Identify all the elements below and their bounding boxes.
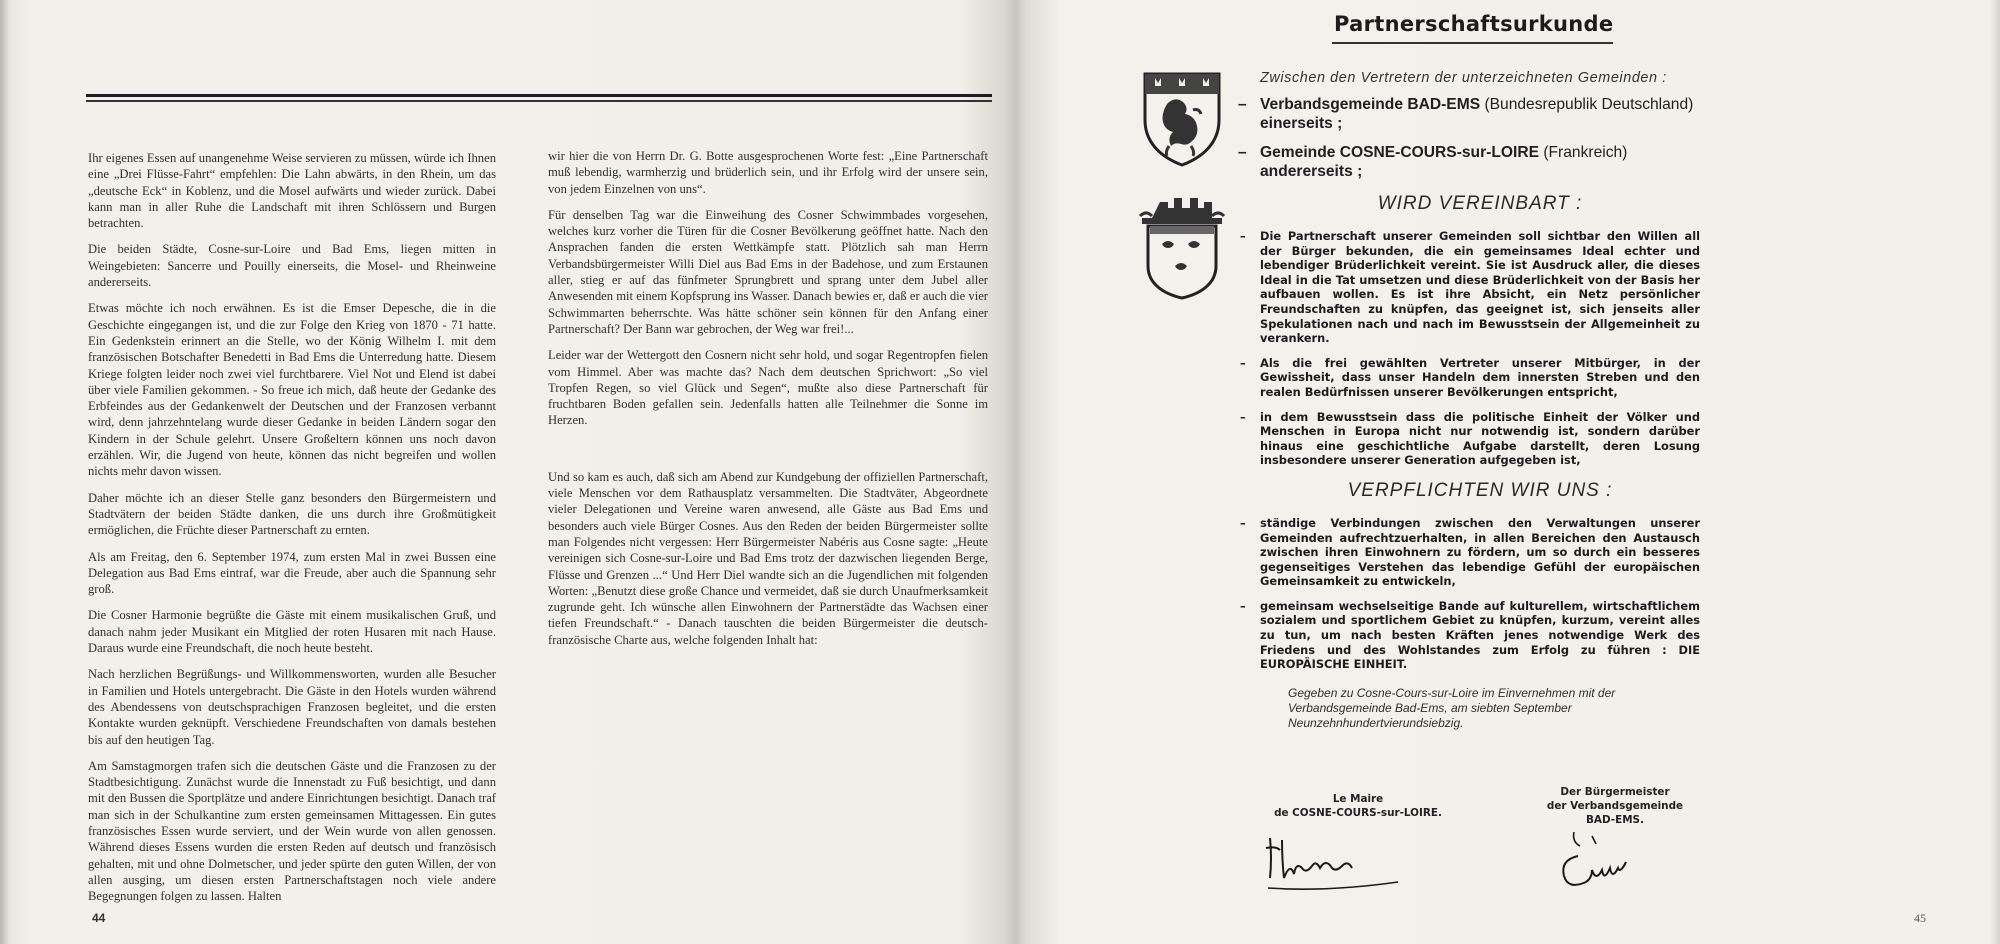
right-text-column bbox=[548, 148, 988, 658]
header-double-rule bbox=[86, 94, 992, 102]
paragraph: Nach herzlichen Begrüßungs- und Willkommensworten, wurden alle Besucher in Familien und Hotels untergebracht. Die Gäste in den Hotels wurden während des Abendessens von deutschsprachigen Franzosen begleitet, und die ersten Kontakte wurden geknüpft. Verschiedene Freundschaften von damals bestehen bis auf den heutigen Tag. bbox=[88, 667, 496, 747]
paragraph: Die beiden Städte, Cosne-sur-Loire und Bad Ems, liegen mitten in Weingebieten: Sancerre und Pouilly einerseits, die Mosel- und Rheinweine andererseits. bbox=[88, 242, 496, 290]
party-name: Verbandsgemeinde BAD-EMS bbox=[1260, 96, 1481, 113]
title-underline bbox=[1332, 42, 1613, 44]
signatory-town: de COSNE-COURS-sur-LOIRE. bbox=[1274, 807, 1442, 819]
paragraph: Etwas möchte ich noch erwähnen. Es ist die Emser Depesche, die in die Geschichte eingegangen ist, und die zur Folge den Krieg von 1870 - 71 hatte. Ein Gedenkstein erinnert an die Stelle, wo der König Wilhelm I. mit dem französischen Botschafter Benedetti in Bad Ems die Unterredung hatte. Diesem Kriege folgten leider noch zwei viel furchtbarere. Viel Not und Elend ist dabei über viele Familien gekommen. - So freue ich mich, daß heute der Gedanke des Erbfeindes aus der Gedankenwelt der Deutschen und der Franzosen verbannt wird, denn jahrzehntelang wurde dieser Gedanke in beiden Ländern sogar den Kindern in der Schule gelehrt. Unsere Großeltern können uns noch davon erzählen. Wir, die Jugend von heute, können das nicht begreifen und wollen nichts mehr davon wissen. bbox=[88, 301, 496, 479]
paragraph: Als am Freitag, den 6. September 1974, zum ersten Mal in zwei Bussen eine Delegation aus Bad Ems eintraf, war die Freude, aber auch die Spannung sehr groß. bbox=[88, 549, 496, 597]
charter-text bbox=[1238, 70, 1700, 731]
signature-mayor-bad-ems-icon bbox=[1552, 826, 1642, 896]
charter-item-text: in dem Bewusstsein dass die politische Einheit der Völker und Menschen in Europa nicht nur notwendig ist, sondern darüber hinaus eine geschichtliche Aufgabe darstellt, deren Losung insbesondere unserer Generation aufgegeben ist, bbox=[1260, 409, 1700, 468]
paragraph: Leider war der Wettergott den Cosnern nicht sehr hold, und sogar Regentropfen fielen vom Himmel. Aber was machte das? Nach dem deutschen Sprichwort: „So viel Tropfen Regen, so viel Glück und Segen“, mußte also diese Partnerschaft für fruchtbaren Boden gefallen sein. Jedenfalls hatten alle Teilnehmer die Sonne im Herzen. bbox=[548, 348, 988, 428]
bullet-dash: – bbox=[1238, 144, 1247, 161]
document-title: Partnerschaftsurkunde bbox=[1334, 12, 1614, 36]
heading-commit: VERPFLICHTEN WIR UNS : bbox=[1347, 479, 1613, 501]
signature-mayor-cosne-icon bbox=[1262, 818, 1412, 898]
charter-item bbox=[1238, 229, 1700, 346]
bullet-dash: – bbox=[1240, 598, 1246, 613]
party-name: Gemeinde COSNE-COURS-sur-LOIRE bbox=[1260, 144, 1539, 161]
party-cosne bbox=[1238, 143, 1700, 181]
bullet-dash: – bbox=[1240, 515, 1246, 530]
heading-agreed: WIRD VEREINBART : bbox=[1377, 193, 1583, 214]
charter-item-text: gemeinsam wechselseitige Bande auf kulturellem, wirtschaftlichem sozialem und sportlichem Gebiet zu knüpfen, kurzum, vereint alles zu tun, um nach besten Kräften jenes notwendige Werk des Friedens und des Wohlstandes zum Erfolg zu führen : DIE EUROPÄISCHE EINHEIT. bbox=[1260, 598, 1700, 672]
bullet-dash: – bbox=[1240, 355, 1246, 370]
charter-item bbox=[1238, 410, 1700, 468]
paragraph: Für denselben Tag war die Einweihung des Cosner Schwimmbades vorgesehen, welches kurz vorher die Türen für die Cosner Bevölkerung geöffnet hatte. Nach den Ansprachen fanden die ersten Wettkämpfe statt. Plötzlich sah man Herrn Verbandsbürgermeister Willi Diel aus Bad Ems in der Badehose, und zum Erstaunen aller, stieg er auf das fünfmeter Sprungbrett und sprang unter dem Jubel aller Anwesenden mit einem Kopfsprung ins Wasser. Danach bewies er, daß er auch die vier Schwimmarten beherrschte. Was hätte schöner sein können für den Anfang einer Partnerschaft? Der Bann war gebrochen, der Weg war frei!... bbox=[548, 207, 988, 336]
paragraph: Ihr eigenes Essen auf unangenehme Weise servieren zu müssen, würde ich Ihnen eine „Drei Flüsse-Fahrt“ empfehlen: Die Lahn abwärts, in den Rhein, um das „deutsche Eck“ in Koblenz, und die Mosel aufwärts und wieder zurück. Dabei kann man in aller Ruhe die Landschaft mit ihren Schlössern und Burgen betrachten. bbox=[88, 151, 496, 231]
party-country: (Frankreich) bbox=[1539, 144, 1628, 161]
signatory-mayor-bad-ems bbox=[1530, 785, 1700, 827]
signatory-town: BAD-EMS. bbox=[1586, 814, 1644, 826]
given-at-statement: Gegeben zu Cosne-Cours-sur-Loire im Einvernehmen mit der Verbandsgemeinde Bad-Ems, am siebten September Neunzehnhundertvierundsiebzig. bbox=[1288, 685, 1616, 730]
charter-item-text: Als die frei gewählten Vertreter unserer Mitbürger, in der Gewissheit, dass unser Handeln dem innersten Streben und den realen Bedürfnissen unserer Bevölkerungen entspricht, bbox=[1260, 355, 1700, 399]
paragraph: Daher möchte ich an dieser Stelle ganz besonders den Bürgermeistern und Stadtvätern der beiden Städte danken, die uns durch ihre Großmütigkeit ermöglichen, die Früchte dieser Partnerschaft zu ernten. bbox=[88, 490, 496, 538]
charter-item bbox=[1238, 356, 1700, 400]
page-number-left: 44 bbox=[92, 911, 106, 925]
paragraph: wir hier die von Herrn Dr. G. Botte ausgesprochenen Worte fest: „Eine Partnerschaft muß lebendig, warmherzig und brüderlich sein, und ihr Erfolg wird der unsere sein, von jedem Einzelnen von uns“. bbox=[548, 149, 988, 196]
charter-item-text: ständige Verbindungen zwischen den Verwaltungen unserer Gemeinden aufrechtzuerhalten, in allen Bereichen den Austausch zwischen ihren Einwohnern zu fördern, um so durch ein besseres gegenseitiges Verstehen das lebendige Gefühl der europäischen Gemeinsamkeit zu entwickeln, bbox=[1260, 515, 1700, 589]
left-text-column bbox=[88, 150, 496, 914]
party-tail: einerseits ; bbox=[1260, 115, 1343, 132]
charter-intro: Zwischen den Vertretern der unterzeichneten Gemeinden : bbox=[1260, 70, 1667, 86]
signatory-title: Der Bürgermeister bbox=[1560, 786, 1670, 798]
page-number-right: 45 bbox=[1914, 911, 1926, 925]
bullet-dash: – bbox=[1240, 409, 1246, 424]
paragraph: Und so kam es auch, daß sich am Abend zur Kundgebung der offiziellen Partnerschaft, viele Menschen vor dem Rathausplatz versammelten. Die Stadtväter, Abgeordnete vieler Delegationen und Vereine waren anwesend, alle Gäste aus Bad Ems und besonders auch viele Bürger Cosnes. Aus den Reden der beiden Bürgermeister sollte man Folgendes nicht vergessen: Herr Bürgermeister Nabéris aus Cosne sagte: „Heute vereinigen sich Cosne-sur-Loire und Bad Ems trotz der dazwischen liegenden Berge, Flüsse und Grenzen ...“ Und Herr Diel wandte sich an die Jugendlichen mit folgenden Worten: „Benutzt diese große Chance und vermeidet, daß sie durch Unaufmerksamkeit zugrunde geht. Ich wünsche allen Einwohnern der Partnerstädte das Wachsen einer tiefen Freundschaft.“ - Danach tauschten die beiden Bürgermeister die deutsch-französische Charte aus, welche folgenden Inhalt hat: bbox=[548, 469, 988, 647]
bullet-dash: – bbox=[1238, 96, 1247, 113]
charter-item-text: Die Partnerschaft unserer Gemeinden soll sichtbar den Willen all der Bürger bekunden, die ein gemeinsames Ideal echter und lebendiger Brüderlichkeit vereint. Sie ist Ausdruck aller, die dieses Ideal in die Tat umsetzen und diese Brüderlichkeit von der Basis her aufbauen wollen. Es ist ihre Absicht, ein Netz persönlicher Freundschaften zu knüpfen, das geeignet ist, sich jenseits aller Spekulationen nach und nach im Bewusstsein der Allgemeinheit zu verankern. bbox=[1260, 229, 1700, 346]
signatory-office: der Verbandsgemeinde bbox=[1546, 800, 1684, 812]
paragraph: Am Samstagmorgen trafen sich die deutschen Gäste und die Franzosen zu der Stadtbesichtigung. Zunächst wurde die Innenstadt zu Fuß besichtigt, und dann mit den Bussen die Sportplätze und andere Einrichtungen besichtigt. Danach traf man sich in der Schulkantine zum ersten gemeinsamen Mittagessen. Ein gutes französisches Essen wurde serviert, und der Wein wurde von allen genossen. Während dieses Essens wurden die ersten Reden auf deutsch und französisch gehalten, mit und ohne Dolmetscher, und jeder spürte den guten Willen, der von allen ausging, um diesen ersten Partnerschaftstagen noch viele andere Begegnungen folgen zu lassen. Halten bbox=[88, 758, 496, 904]
party-bad-ems bbox=[1238, 95, 1700, 133]
party-tail: andererseits ; bbox=[1260, 163, 1363, 180]
paragraph: Die Cosner Harmonie begrüßte die Gäste mit einem musikalischen Gruß, und danach nahm jeder Musikant ein Mitglied der roten Husaren mit nach Hause. Daraus wurde eine Freundschaft, die noch heute besteht. bbox=[88, 608, 496, 656]
cosne-coat-of-arms-icon bbox=[1138, 188, 1226, 300]
bullet-dash: – bbox=[1240, 229, 1246, 243]
charter-item bbox=[1238, 516, 1700, 589]
party-country: (Bundesrepublik Deutschland) bbox=[1480, 96, 1694, 113]
signatory-title: Le Maire bbox=[1332, 793, 1384, 805]
bad-ems-coat-of-arms-icon bbox=[1139, 70, 1225, 168]
charter-item bbox=[1238, 599, 1700, 672]
signatory-mayor-cosne bbox=[1258, 792, 1458, 820]
